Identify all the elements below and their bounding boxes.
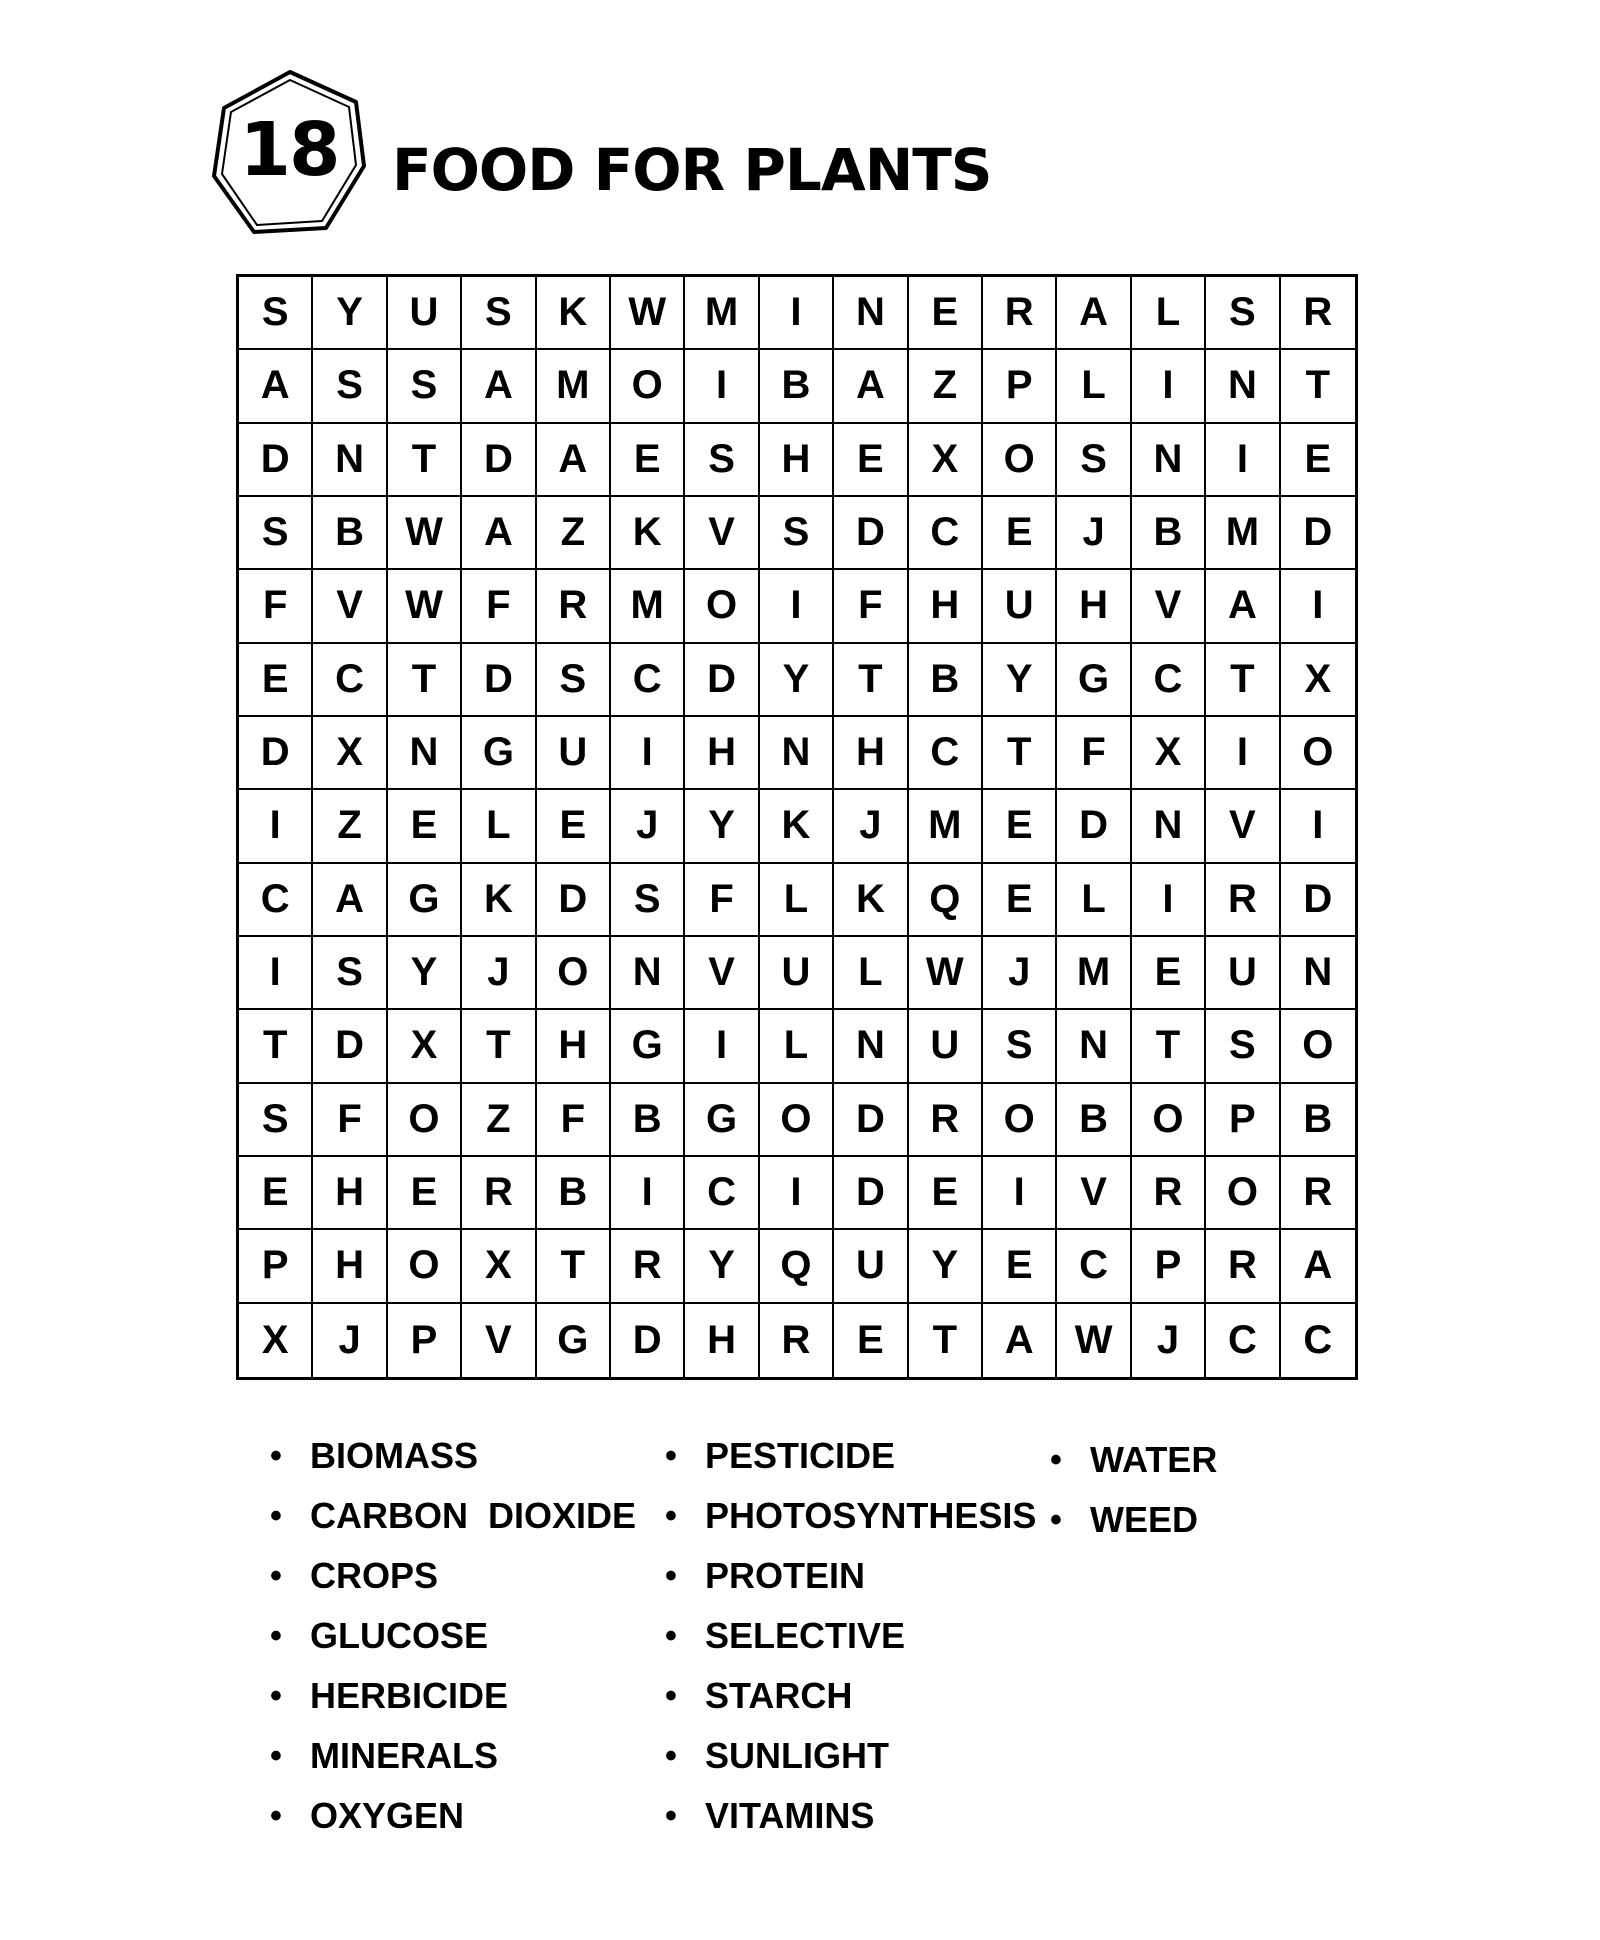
word-label: PESTICIDE xyxy=(705,1435,896,1476)
grid-cell[interactable]: A xyxy=(537,424,611,497)
grid-cell[interactable]: T xyxy=(388,644,462,717)
grid-cell[interactable]: X xyxy=(1281,644,1355,717)
grid-cell[interactable]: N xyxy=(1057,1010,1131,1083)
grid-cell[interactable]: I xyxy=(239,790,313,863)
grid-cell[interactable]: F xyxy=(685,864,759,937)
word-list-item xyxy=(270,1426,636,1486)
grid-cell[interactable]: W xyxy=(909,937,983,1010)
grid-cell[interactable]: Y xyxy=(983,644,1057,717)
grid-cell[interactable]: H xyxy=(760,424,834,497)
word-list-item xyxy=(665,1726,1036,1786)
grid-cell[interactable]: X xyxy=(388,1010,462,1083)
grid-cell[interactable]: O xyxy=(983,1084,1057,1157)
bullet-icon: • xyxy=(665,1796,677,1835)
grid-cell[interactable]: V xyxy=(685,497,759,570)
grid-cell[interactable]: T xyxy=(1132,1010,1206,1083)
grid-cell[interactable]: O xyxy=(388,1230,462,1303)
grid-cell[interactable]: L xyxy=(1132,277,1206,350)
grid-cell[interactable]: I xyxy=(1206,424,1280,497)
grid-cell[interactable]: H xyxy=(537,1010,611,1083)
grid-cell[interactable]: E xyxy=(983,1230,1057,1303)
grid-cell[interactable]: L xyxy=(760,1010,834,1083)
grid-cell[interactable]: O xyxy=(537,937,611,1010)
grid-cell[interactable]: O xyxy=(1206,1157,1280,1230)
grid-cell[interactable]: O xyxy=(388,1084,462,1157)
word-list-column-3 xyxy=(1050,1430,1217,1550)
grid-cell[interactable]: E xyxy=(834,1304,908,1377)
grid-cell[interactable]: M xyxy=(1057,937,1131,1010)
grid-cell[interactable]: U xyxy=(1206,937,1280,1010)
grid-cell[interactable]: S xyxy=(239,497,313,570)
bullet-icon: • xyxy=(270,1676,282,1715)
grid-cell[interactable]: V xyxy=(1206,790,1280,863)
grid-cell[interactable]: D xyxy=(1057,790,1131,863)
grid-cell[interactable]: X xyxy=(462,1230,536,1303)
bullet-icon: • xyxy=(1050,1500,1062,1539)
grid-cell[interactable]: S xyxy=(611,864,685,937)
word-list-column-2 xyxy=(665,1426,1036,1846)
grid-cell[interactable]: R xyxy=(1281,1157,1355,1230)
grid-cell[interactable]: U xyxy=(388,277,462,350)
word-label: WEED xyxy=(1090,1499,1198,1540)
grid-cell[interactable]: S xyxy=(313,937,387,1010)
grid-cell[interactable]: I xyxy=(1281,570,1355,643)
grid-cell[interactable]: U xyxy=(909,1010,983,1083)
grid-cell[interactable]: H xyxy=(313,1230,387,1303)
puzzle-title: FOOD FOR PLANTS xyxy=(392,136,992,204)
grid-cell[interactable]: O xyxy=(611,350,685,423)
grid-cell[interactable]: I xyxy=(1206,717,1280,790)
grid-cell[interactable]: W xyxy=(611,277,685,350)
grid-cell[interactable]: T xyxy=(1206,644,1280,717)
grid-cell[interactable]: S xyxy=(239,277,313,350)
grid-cell[interactable]: D xyxy=(834,1084,908,1157)
grid-cell[interactable]: R xyxy=(1132,1157,1206,1230)
grid-cell[interactable]: Y xyxy=(760,644,834,717)
word-list-item xyxy=(270,1486,636,1546)
grid-cell[interactable]: S xyxy=(1057,424,1131,497)
grid-cell[interactable]: N xyxy=(1132,790,1206,863)
grid-cell[interactable]: I xyxy=(760,277,834,350)
bullet-icon: • xyxy=(665,1616,677,1655)
grid-cell[interactable]: C xyxy=(1132,644,1206,717)
grid-cell[interactable]: O xyxy=(685,570,759,643)
bullet-icon: • xyxy=(665,1436,677,1475)
grid-cell[interactable]: D xyxy=(834,1157,908,1230)
grid-cell[interactable]: B xyxy=(760,350,834,423)
word-list-item xyxy=(665,1666,1036,1726)
grid-cell[interactable]: J xyxy=(1057,497,1131,570)
bullet-icon: • xyxy=(1050,1440,1062,1479)
grid-cell[interactable]: X xyxy=(1132,717,1206,790)
grid-cell[interactable]: V xyxy=(1132,570,1206,643)
grid-cell[interactable]: Y xyxy=(685,790,759,863)
word-list-item xyxy=(270,1606,636,1666)
grid-cell[interactable]: S xyxy=(1206,1010,1280,1083)
grid-cell[interactable]: C xyxy=(239,864,313,937)
word-list-item xyxy=(665,1546,1036,1606)
grid-cell[interactable]: I xyxy=(760,1157,834,1230)
bullet-icon: • xyxy=(270,1616,282,1655)
grid-cell[interactable]: L xyxy=(1057,864,1131,937)
grid-cell[interactable]: V xyxy=(462,1304,536,1377)
grid-cell[interactable]: I xyxy=(760,570,834,643)
grid-cell[interactable]: I xyxy=(1132,350,1206,423)
grid-cell[interactable]: E xyxy=(388,790,462,863)
grid-cell[interactable]: K xyxy=(611,497,685,570)
grid-cell[interactable]: I xyxy=(239,937,313,1010)
word-label: MINERALS xyxy=(310,1735,498,1776)
grid-cell[interactable]: A xyxy=(239,350,313,423)
grid-cell[interactable]: G xyxy=(388,864,462,937)
grid-cell[interactable]: S xyxy=(313,350,387,423)
word-label: BIOMASS xyxy=(310,1435,479,1476)
grid-cell[interactable]: K xyxy=(537,277,611,350)
grid-cell[interactable]: X xyxy=(909,424,983,497)
grid-cell[interactable]: Z xyxy=(537,497,611,570)
word-list-item xyxy=(665,1786,1036,1846)
grid-cell[interactable]: U xyxy=(834,1230,908,1303)
grid-cell[interactable]: W xyxy=(1057,1304,1131,1377)
grid-cell[interactable]: N xyxy=(388,717,462,790)
grid-cell[interactable]: H xyxy=(685,717,759,790)
bullet-icon: • xyxy=(665,1736,677,1775)
grid-cell[interactable]: G xyxy=(462,717,536,790)
grid-cell[interactable]: O xyxy=(1281,1010,1355,1083)
word-list-item xyxy=(270,1786,636,1846)
grid-cell[interactable]: Y xyxy=(313,277,387,350)
grid-cell[interactable]: E xyxy=(1281,424,1355,497)
grid-cell[interactable]: U xyxy=(983,570,1057,643)
grid-cell[interactable]: E xyxy=(909,277,983,350)
grid-cell[interactable]: D xyxy=(462,644,536,717)
grid-cell[interactable]: V xyxy=(1057,1157,1131,1230)
grid-cell[interactable]: D xyxy=(313,1010,387,1083)
grid-cell[interactable]: F xyxy=(834,570,908,643)
grid-cell[interactable]: E xyxy=(834,424,908,497)
grid-cell[interactable]: A xyxy=(462,497,536,570)
grid-cell[interactable]: K xyxy=(462,864,536,937)
grid-cell[interactable]: S xyxy=(388,350,462,423)
grid-cell[interactable]: R xyxy=(462,1157,536,1230)
word-label: CARBON DIOXIDE xyxy=(310,1495,637,1536)
grid-cell[interactable]: S xyxy=(537,644,611,717)
grid-cell[interactable]: A xyxy=(983,1304,1057,1377)
grid-cell[interactable]: G xyxy=(611,1010,685,1083)
grid-cell[interactable]: P xyxy=(239,1230,313,1303)
grid-cell[interactable]: C xyxy=(909,717,983,790)
grid-cell[interactable]: S xyxy=(983,1010,1057,1083)
grid-cell[interactable]: M xyxy=(685,277,759,350)
grid-cell[interactable]: T xyxy=(388,424,462,497)
bullet-icon: • xyxy=(665,1676,677,1715)
grid-cell[interactable]: A xyxy=(1057,277,1131,350)
grid-cell[interactable]: I xyxy=(983,1157,1057,1230)
grid-cell[interactable]: R xyxy=(1206,1230,1280,1303)
grid-cell[interactable]: N xyxy=(760,717,834,790)
grid-cell[interactable]: Z xyxy=(313,790,387,863)
grid-cell[interactable]: A xyxy=(834,350,908,423)
grid-cell[interactable]: A xyxy=(313,864,387,937)
grid-cell[interactable]: A xyxy=(1206,570,1280,643)
grid-cell[interactable]: S xyxy=(760,497,834,570)
grid-cell[interactable]: R xyxy=(909,1084,983,1157)
grid-cell[interactable]: S xyxy=(462,277,536,350)
grid-cell[interactable]: B xyxy=(909,644,983,717)
grid-cell[interactable]: E xyxy=(537,790,611,863)
grid-cell[interactable]: U xyxy=(760,937,834,1010)
grid-cell[interactable]: E xyxy=(1132,937,1206,1010)
grid-cell[interactable]: E xyxy=(239,1157,313,1230)
grid-cell[interactable]: G xyxy=(1057,644,1131,717)
word-label: OXYGEN xyxy=(310,1795,465,1836)
grid-cell[interactable]: Y xyxy=(685,1230,759,1303)
grid-cell[interactable]: H xyxy=(313,1157,387,1230)
grid-cell[interactable]: D xyxy=(239,717,313,790)
grid-cell[interactable]: E xyxy=(909,1157,983,1230)
grid-cell[interactable]: V xyxy=(313,570,387,643)
grid-cell[interactable]: C xyxy=(909,497,983,570)
word-list-item xyxy=(1050,1430,1217,1490)
grid-cell[interactable]: T xyxy=(1281,350,1355,423)
grid-cell[interactable]: R xyxy=(537,570,611,643)
grid-cell[interactable]: B xyxy=(1281,1084,1355,1157)
word-list-item xyxy=(665,1606,1036,1666)
grid-cell[interactable]: I xyxy=(1281,790,1355,863)
grid-cell[interactable]: H xyxy=(909,570,983,643)
grid-cell[interactable]: H xyxy=(685,1304,759,1377)
grid-cell[interactable]: H xyxy=(834,717,908,790)
grid-cell[interactable]: N xyxy=(313,424,387,497)
grid-cell[interactable]: D xyxy=(685,644,759,717)
grid-cell[interactable]: D xyxy=(462,424,536,497)
bullet-icon: • xyxy=(270,1496,282,1535)
grid-cell[interactable]: C xyxy=(1057,1230,1131,1303)
word-list-item xyxy=(1050,1490,1217,1550)
word-label: PROTEIN xyxy=(705,1555,866,1596)
grid-cell[interactable]: O xyxy=(760,1084,834,1157)
word-list-item xyxy=(270,1666,636,1726)
grid-cell[interactable]: L xyxy=(834,937,908,1010)
grid-cell[interactable]: I xyxy=(685,1010,759,1083)
grid-cell[interactable]: G xyxy=(537,1304,611,1377)
word-list-item xyxy=(270,1546,636,1606)
grid-cell[interactable]: Z xyxy=(462,1084,536,1157)
grid-cell[interactable]: J xyxy=(611,790,685,863)
word-label: HERBICIDE xyxy=(310,1675,509,1716)
grid-cell[interactable]: H xyxy=(1057,570,1131,643)
puzzle-number-badge xyxy=(206,68,372,246)
grid-cell[interactable]: X xyxy=(313,717,387,790)
grid-cell[interactable]: K xyxy=(760,790,834,863)
bullet-icon: • xyxy=(270,1736,282,1775)
grid-cell[interactable]: E xyxy=(239,644,313,717)
grid-cell[interactable]: E xyxy=(983,497,1057,570)
grid-cell[interactable]: D xyxy=(537,864,611,937)
grid-cell[interactable]: U xyxy=(537,717,611,790)
letter-grid xyxy=(236,274,1358,1380)
word-label: CROPS xyxy=(310,1555,439,1596)
word-label: WATER xyxy=(1090,1439,1218,1480)
grid-cell[interactable]: N xyxy=(611,937,685,1010)
bullet-icon: • xyxy=(270,1796,282,1835)
grid-cell[interactable]: T xyxy=(537,1230,611,1303)
grid-cell[interactable]: R xyxy=(1281,277,1355,350)
grid-cell[interactable]: S xyxy=(1206,277,1280,350)
grid-cell[interactable]: B xyxy=(611,1084,685,1157)
grid-cell[interactable]: T xyxy=(462,1010,536,1083)
grid-cell[interactable]: L xyxy=(1057,350,1131,423)
grid-cell[interactable]: R xyxy=(1206,864,1280,937)
grid-cell[interactable]: C xyxy=(313,644,387,717)
grid-cell[interactable]: V xyxy=(685,937,759,1010)
grid-cell[interactable]: I xyxy=(611,1157,685,1230)
grid-cell[interactable]: Q xyxy=(909,864,983,937)
grid-cell[interactable]: J xyxy=(1132,1304,1206,1377)
grid-cell[interactable]: N xyxy=(1206,350,1280,423)
grid-cell[interactable]: R xyxy=(760,1304,834,1377)
grid-cell[interactable]: O xyxy=(983,424,1057,497)
grid-cell[interactable]: J xyxy=(983,937,1057,1010)
grid-cell[interactable]: F xyxy=(239,570,313,643)
grid-cell[interactable]: O xyxy=(1281,717,1355,790)
grid-cell[interactable]: B xyxy=(313,497,387,570)
grid-cell[interactable]: J xyxy=(462,937,536,1010)
grid-cell[interactable]: L xyxy=(462,790,536,863)
grid-cell[interactable]: E xyxy=(983,864,1057,937)
grid-cell[interactable]: C xyxy=(1303,1317,1333,1362)
grid-cell[interactable]: F xyxy=(462,570,536,643)
grid-cell[interactable]: A xyxy=(462,350,536,423)
bullet-icon: • xyxy=(665,1556,677,1595)
grid-cell[interactable]: L xyxy=(760,864,834,937)
grid-cell[interactable]: N xyxy=(834,277,908,350)
bullet-icon: • xyxy=(665,1496,677,1535)
grid-cell[interactable]: P xyxy=(388,1304,462,1377)
grid-cell[interactable]: M xyxy=(537,350,611,423)
bullet-icon: • xyxy=(270,1436,282,1475)
grid-cell[interactable]: K xyxy=(834,864,908,937)
grid-cell[interactable]: J xyxy=(834,790,908,863)
grid-cell[interactable]: X xyxy=(239,1304,313,1377)
grid-cell[interactable]: D xyxy=(239,424,313,497)
bullet-icon: • xyxy=(270,1556,282,1595)
grid-cell[interactable]: R xyxy=(983,277,1057,350)
grid-cell[interactable]: F xyxy=(1057,717,1131,790)
grid-cell[interactable]: I xyxy=(611,717,685,790)
grid-cell[interactable]: E xyxy=(611,424,685,497)
grid-cell[interactable]: T xyxy=(239,1010,313,1083)
grid-cell[interactable]: M xyxy=(611,570,685,643)
grid-cell[interactable]: B xyxy=(537,1157,611,1230)
grid-cell[interactable]: G xyxy=(685,1084,759,1157)
grid-cell[interactable]: Y xyxy=(388,937,462,1010)
word-list-item xyxy=(665,1486,1036,1546)
puzzle-number: 18 xyxy=(239,107,339,193)
grid-cell[interactable]: Q xyxy=(760,1230,834,1303)
word-label: PHOTOSYNTHESIS xyxy=(705,1495,1037,1536)
word-label: GLUCOSE xyxy=(310,1615,489,1656)
grid-cell[interactable]: C xyxy=(685,1157,759,1230)
word-label: SELECTIVE xyxy=(705,1615,906,1656)
grid-cell[interactable]: P xyxy=(1206,1084,1280,1157)
word-label: SUNLIGHT xyxy=(705,1735,889,1776)
grid-cell[interactable]: E xyxy=(388,1157,462,1230)
grid-cell[interactable]: E xyxy=(983,790,1057,863)
grid-cell[interactable]: N xyxy=(834,1010,908,1083)
grid-cell[interactable]: D xyxy=(834,497,908,570)
grid-cell[interactable]: N xyxy=(1281,937,1355,1010)
grid-cell[interactable]: D xyxy=(1281,497,1355,570)
grid-cell[interactable]: T xyxy=(909,1304,983,1377)
grid-cell[interactable]: T xyxy=(834,644,908,717)
grid-cell[interactable]: W xyxy=(388,570,462,643)
grid-cell[interactable]: B xyxy=(1057,1084,1131,1157)
grid-cell[interactable]: C xyxy=(611,644,685,717)
grid-cell[interactable]: P xyxy=(983,350,1057,423)
grid-cell[interactable]: J xyxy=(313,1304,387,1377)
grid-cell[interactable]: N xyxy=(1132,424,1206,497)
grid-cell[interactable]: R xyxy=(611,1230,685,1303)
grid-cell[interactable]: F xyxy=(537,1084,611,1157)
grid-cell[interactable]: P xyxy=(1132,1230,1206,1303)
word-label: VITAMINS xyxy=(705,1795,875,1836)
grid-cell[interactable]: D xyxy=(611,1304,685,1377)
word-list-item xyxy=(665,1426,1036,1486)
grid-cell[interactable]: S xyxy=(685,424,759,497)
grid-cell[interactable]: I xyxy=(685,350,759,423)
grid-cell[interactable]: T xyxy=(983,717,1057,790)
grid-cell[interactable]: B xyxy=(1132,497,1206,570)
grid-cell[interactable]: M xyxy=(909,790,983,863)
word-list-column-1 xyxy=(270,1426,636,1846)
grid-cell[interactable]: A xyxy=(1281,1230,1355,1303)
grid-cell[interactable]: D xyxy=(1281,864,1355,937)
grid-cell[interactable]: F xyxy=(313,1084,387,1157)
word-list-item xyxy=(270,1726,636,1786)
grid-cell[interactable]: M xyxy=(1206,497,1280,570)
grid-cell[interactable]: W xyxy=(388,497,462,570)
grid-cell[interactable]: Y xyxy=(909,1230,983,1303)
grid-cell[interactable]: O xyxy=(1132,1084,1206,1157)
word-label: STARCH xyxy=(705,1675,853,1716)
grid-cell[interactable]: I xyxy=(1132,864,1206,937)
grid-cell[interactable]: Z xyxy=(909,350,983,423)
grid-cell[interactable]: C xyxy=(1206,1304,1280,1377)
grid-cell[interactable]: S xyxy=(239,1084,313,1157)
